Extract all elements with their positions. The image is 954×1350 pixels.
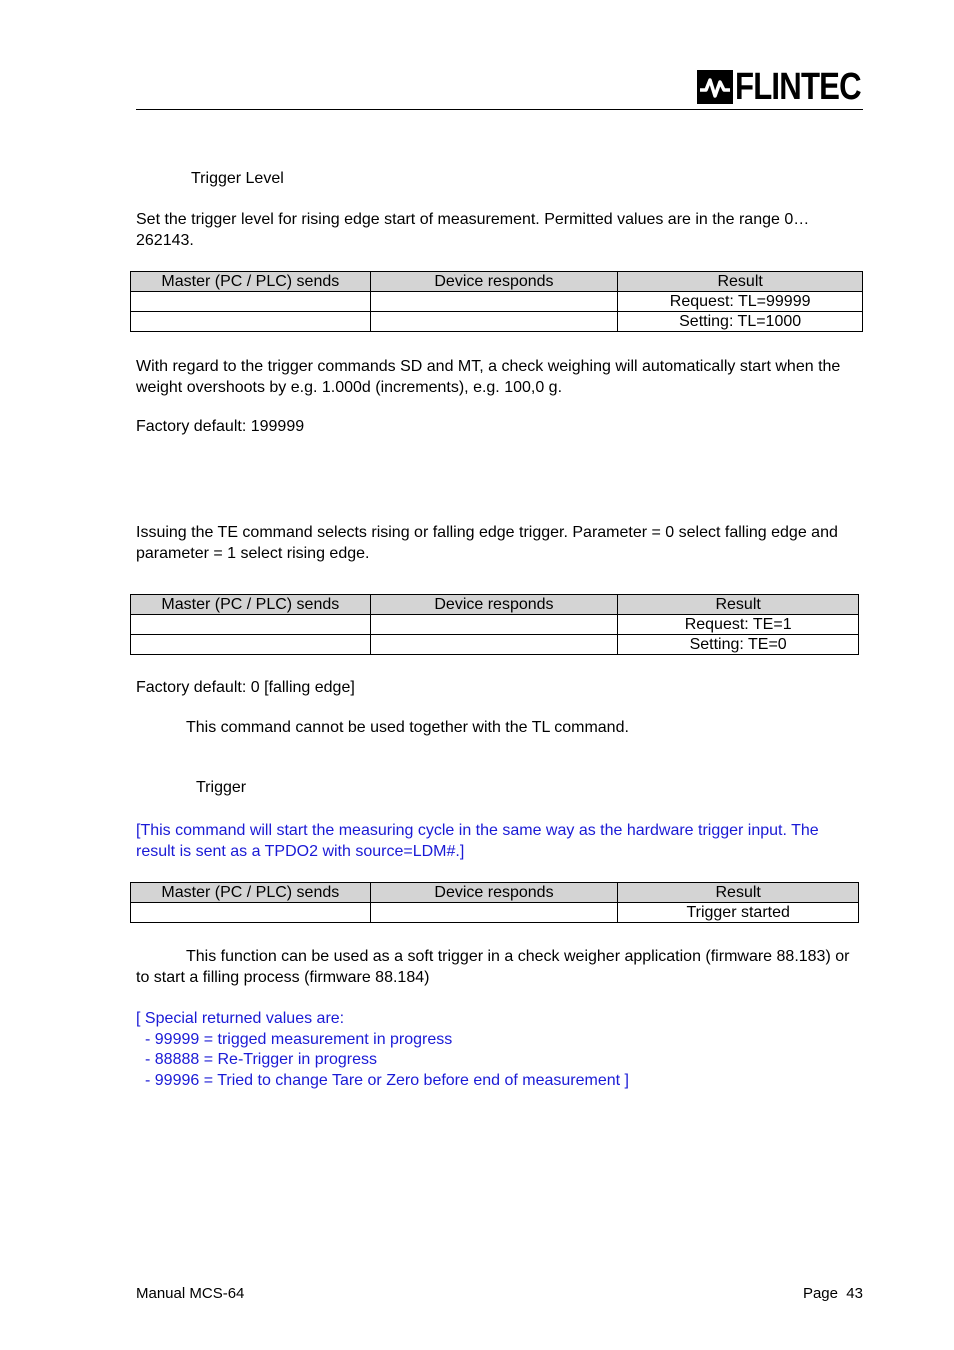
cell-result: Setting: TE=0 [618, 635, 859, 655]
table-row [131, 615, 859, 635]
cell-result: Trigger started [618, 903, 859, 923]
col-header-device: Device responds [370, 595, 618, 615]
col-header-master: Master (PC / PLC) sends [131, 883, 371, 903]
tl-description: Set the trigger level for rising edge start of measurement. Permitted values are in the range 0…262143. [136, 211, 810, 249]
trigger-note: This function can be used as a soft trigger in a check weigher application (firmware 88.183) or to start a filling process (firmware 88.184) [136, 948, 850, 986]
col-header-result: Result [618, 595, 859, 615]
te-command-table [130, 594, 859, 655]
table-header-row [131, 272, 863, 292]
table-header-row [131, 595, 859, 615]
trigger-heading: Trigger [196, 779, 247, 796]
table-row [131, 292, 863, 312]
cell-device [370, 312, 618, 332]
te-default: Factory default: 0 [falling edge] [136, 679, 355, 696]
cell-device [370, 903, 618, 923]
tl-heading: Trigger Level [191, 170, 284, 187]
special-value-item: - 99996 = Tried to change Tare or Zero before end of measurement ] [145, 1071, 629, 1089]
special-value-item: - 99999 = trigged measurement in progress [145, 1030, 453, 1048]
cell-master [131, 615, 371, 635]
table-row [131, 312, 863, 332]
cell-device [370, 615, 618, 635]
cell-device [370, 635, 618, 655]
logo-text: FLINTEC [735, 66, 861, 108]
cell-device [370, 292, 618, 312]
col-header-device: Device responds [370, 272, 618, 292]
col-header-result: Result [618, 883, 859, 903]
cell-master [131, 292, 371, 312]
cell-result: Request: TL=99999 [618, 292, 863, 312]
cell-result: Request: TE=1 [618, 615, 859, 635]
table-header-row [131, 883, 859, 903]
te-note: This command cannot be used together with the TL command. [186, 719, 629, 736]
cell-result: Setting: TL=1000 [618, 312, 863, 332]
tl-default: Factory default: 199999 [136, 418, 305, 435]
col-header-result: Result [618, 272, 863, 292]
tl-command-table [130, 271, 863, 332]
footer-page-number: Page 43 [802, 1285, 863, 1302]
special-values-block [136, 1009, 856, 1091]
trigger-command-table [130, 882, 859, 923]
cell-master [131, 312, 371, 332]
col-header-master: Master (PC / PLC) sends [131, 272, 371, 292]
special-values-intro: [ Special returned values are: [136, 1010, 345, 1027]
flintec-logo [697, 68, 865, 106]
cell-master [131, 635, 371, 655]
special-value-item: - 88888 = Re-Trigger in progress [145, 1051, 377, 1068]
header-divider [136, 109, 863, 110]
table-row [131, 903, 859, 923]
footer-manual-name: Manual MCS-64 [136, 1285, 245, 1302]
col-header-master: Master (PC / PLC) sends [131, 595, 371, 615]
te-description: Issuing the TE command selects rising or falling edge trigger. Parameter = 0 select falling edge and parameter = 1 select rising edge. [136, 524, 838, 562]
logo-mark-icon [697, 70, 733, 104]
col-header-device: Device responds [370, 883, 618, 903]
table-row [131, 635, 859, 655]
tl-note: With regard to the trigger commands SD and MT, a check weighing will automatically start when the weight overshoots by e.g. 1.000d (increments), e.g. 100,0 g. [136, 358, 841, 396]
cell-master [131, 903, 371, 923]
trigger-description: [This command will start the measuring cycle in the same way as the hardware trigger input. The result is sent as a TPDO2 with source=LDM#.] [136, 822, 819, 860]
